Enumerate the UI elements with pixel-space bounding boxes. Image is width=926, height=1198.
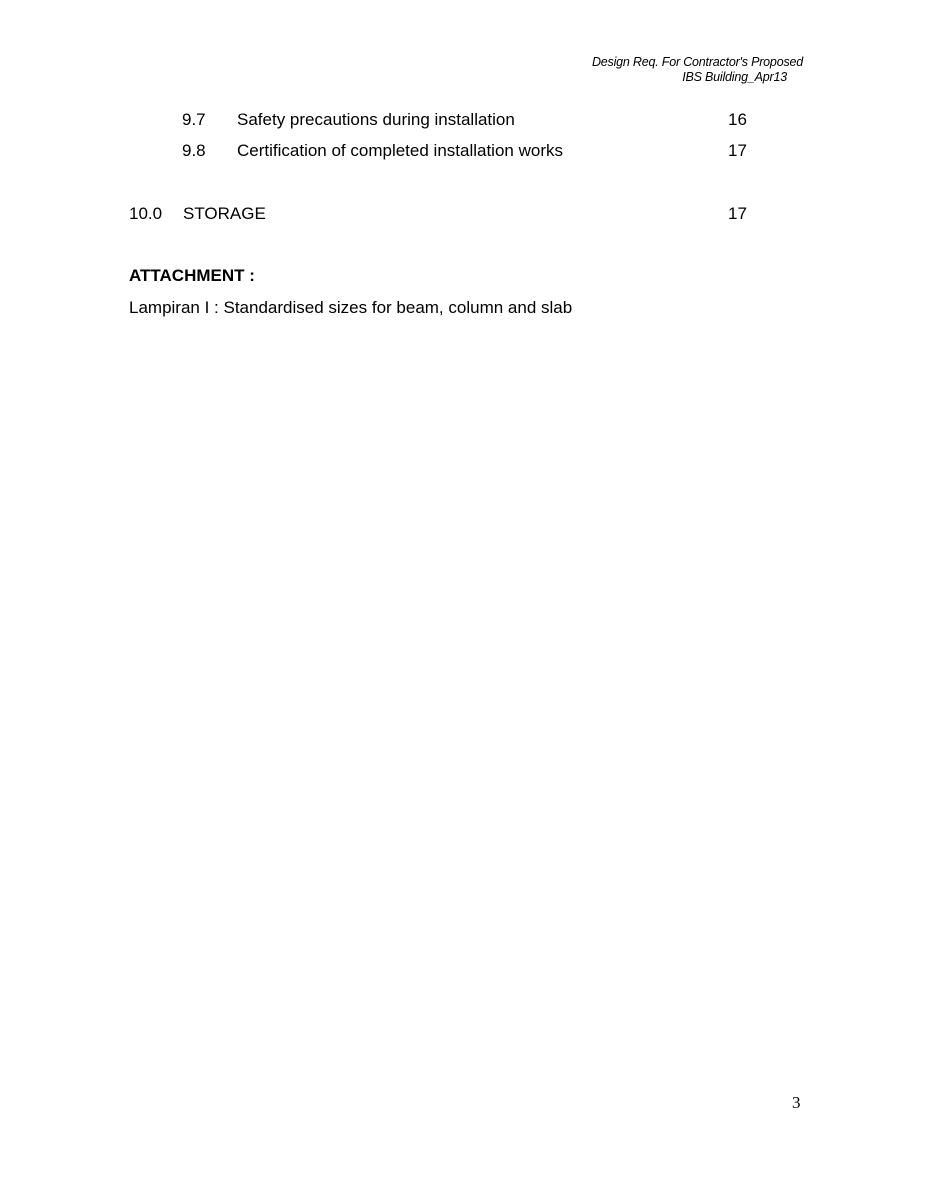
toc-entry-number: 10.0 bbox=[129, 204, 163, 223]
toc-entry-title: Certification of completed installation works bbox=[237, 141, 563, 160]
header-line-1: Design Req. For Contractor's Proposed bbox=[591, 55, 803, 69]
header-line-2: IBS Building_Apr13 bbox=[682, 70, 787, 84]
attachment-heading: ATTACHMENT : bbox=[129, 266, 255, 285]
toc-entry-page: 17 bbox=[728, 204, 747, 223]
toc-entry-title: STORAGE bbox=[183, 204, 266, 223]
page-number: 3 bbox=[792, 1093, 801, 1112]
attachment-item: Lampiran I : Standardised sizes for beam, column and slab bbox=[129, 298, 573, 317]
toc-entry-title: Safety precautions during installation bbox=[237, 110, 515, 129]
toc-entry-page: 16 bbox=[728, 110, 747, 129]
toc-entry-number: 9.7 bbox=[182, 110, 206, 129]
toc-entry-number: 9.8 bbox=[182, 141, 206, 160]
running-header bbox=[592, 55, 803, 85]
toc-entry-page: 17 bbox=[728, 141, 747, 160]
